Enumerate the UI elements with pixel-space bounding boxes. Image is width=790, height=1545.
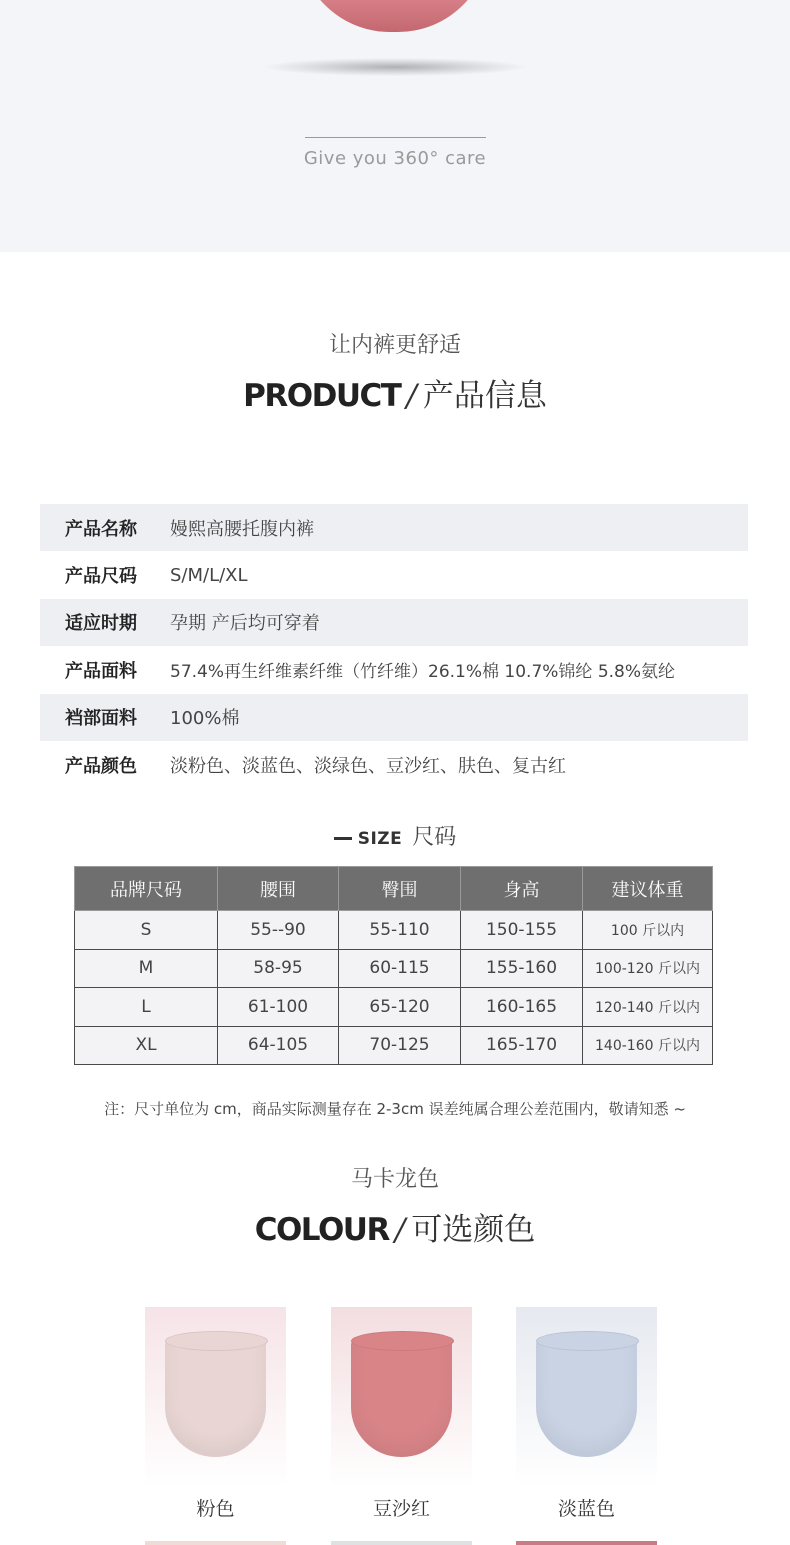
table-row [75, 911, 713, 950]
hero-product-image [298, 0, 490, 32]
brief-body [165, 1339, 266, 1457]
swatch-label: 粉色 [196, 1498, 235, 1520]
weight-cell: 100-120 斤以内 [583, 949, 713, 988]
size-heading [0, 820, 790, 851]
waist-cell: 61-100 [218, 988, 339, 1027]
size-header-cell: 腰围 [218, 867, 339, 911]
hero-product-shadow [265, 58, 525, 76]
info-value: 100%棉 [170, 708, 240, 730]
info-row [40, 504, 748, 551]
info-label: 产品颜色 [65, 755, 137, 777]
swatch-pink[interactable] [145, 1307, 286, 1487]
next-swatch-peek [516, 1541, 657, 1545]
size-heading-en: SIZE [357, 829, 403, 849]
bean-red-brief-image [351, 1331, 452, 1457]
next-swatch-peek [331, 1541, 472, 1545]
weight-cell: 100 斤以内 [583, 911, 713, 950]
info-label: 产品面料 [65, 660, 137, 682]
hip-cell: 60-115 [339, 949, 461, 988]
swatch-bean-red[interactable] [331, 1307, 472, 1487]
swatch-label: 豆沙红 [372, 1498, 430, 1520]
table-row [75, 1026, 713, 1065]
info-value: 淡粉色、淡蓝色、淡绿色、豆沙红、肤色、复古红 [170, 755, 566, 777]
weight-cell: 120-140 斤以内 [583, 988, 713, 1027]
pink-brief-image [165, 1331, 266, 1457]
brief-body [536, 1339, 637, 1457]
size-cell: S [75, 911, 218, 950]
table-row [75, 949, 713, 988]
info-row [40, 646, 748, 693]
hip-cell: 70-125 [339, 1026, 461, 1065]
weight-cell: 140-160 斤以内 [583, 1026, 713, 1065]
size-header-cell: 品牌尺码 [75, 867, 218, 911]
size-cell: L [75, 988, 218, 1027]
size-header-cell: 臀围 [339, 867, 461, 911]
info-value: 嫚熙高腰托腹内裤 [170, 518, 314, 540]
info-row [40, 551, 748, 598]
product-info-table [40, 504, 748, 788]
height-cell: 150-155 [461, 911, 583, 950]
waist-cell: 58-95 [218, 949, 339, 988]
title-slash: / [406, 378, 417, 414]
hero-divider [305, 137, 486, 138]
product-title-cn: 产品信息 [422, 378, 547, 414]
product-section-subtitle: 让内裤更舒适 [328, 333, 461, 358]
height-cell: 160-165 [461, 988, 583, 1027]
product-section-title [0, 370, 790, 415]
table-row [75, 988, 713, 1027]
size-header-cell: 身高 [461, 867, 583, 911]
info-row [40, 741, 748, 788]
size-cell: M [75, 949, 218, 988]
colour-section-title [0, 1204, 790, 1249]
brief-waistband [165, 1331, 268, 1351]
info-label: 裆部面料 [65, 708, 137, 730]
info-value: 57.4%再生纤维素纤维（竹纤维）26.1%棉 10.7%锦纶 5.8%氨纶 [170, 662, 676, 683]
hip-cell: 65-120 [339, 988, 461, 1027]
size-heading-cn: 尺码 [412, 825, 457, 850]
size-table-header [75, 867, 713, 911]
info-value: 孕期 产后均可穿着 [170, 613, 320, 635]
brief-body [351, 1339, 452, 1457]
height-cell: 165-170 [461, 1026, 583, 1065]
colour-title-cn: 可选颜色 [411, 1212, 536, 1248]
info-label: 产品尺码 [65, 566, 137, 588]
hip-cell: 55-110 [339, 911, 461, 950]
title-slash: / [394, 1212, 406, 1248]
colour-title-en: COLOUR [254, 1212, 389, 1248]
size-header-cell: 建议体重 [583, 867, 713, 911]
info-label: 产品名称 [65, 518, 137, 540]
size-note: 注：尺寸单位为 cm，商品实际测量存在 2-3cm 误差纯属合理公差范围内，敬请知悉 ~ [104, 1100, 686, 1118]
info-value: S/M/L/XL [170, 564, 248, 586]
info-row [40, 599, 748, 646]
swatch-light-blue[interactable] [516, 1307, 657, 1487]
hero-tagline: Give you 360° care [303, 148, 487, 169]
next-swatch-peek [145, 1541, 286, 1545]
brief-waistband [351, 1331, 454, 1351]
info-label: 适应时期 [65, 613, 137, 635]
product-title-en: PRODUCT [243, 378, 401, 414]
swatch-label: 淡蓝色 [557, 1498, 615, 1520]
hero-banner [0, 0, 790, 252]
brief-waistband [536, 1331, 639, 1351]
size-table [74, 866, 713, 1065]
colour-section-subtitle: 马卡龙色 [350, 1167, 439, 1192]
light-blue-brief-image [536, 1331, 637, 1457]
waist-cell: 55--90 [218, 911, 339, 950]
dash-decoration [334, 837, 352, 840]
waist-cell: 64-105 [218, 1026, 339, 1065]
size-cell: XL [75, 1026, 218, 1065]
height-cell: 155-160 [461, 949, 583, 988]
info-row [40, 694, 748, 741]
